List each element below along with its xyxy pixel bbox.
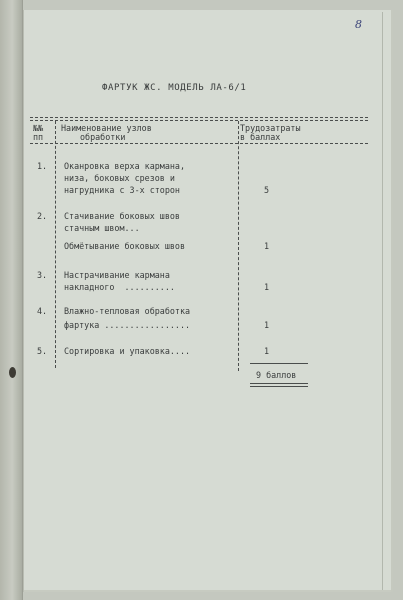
column-divider-2 (238, 121, 239, 371)
binding-strip (0, 0, 23, 600)
header-operation-1: Наименование узлов (61, 123, 152, 133)
row-2-number: 2. (37, 211, 48, 221)
row-1-line-1: Оканровка верха кармана, (64, 161, 186, 171)
total-underline (250, 383, 308, 384)
table-header-rule (30, 143, 368, 144)
row-2b-line-1: Обмётывание боковых швов (64, 241, 186, 251)
row-1-line-3: нагрудника с 3-х сторон (64, 185, 180, 195)
sum-rule (250, 363, 308, 364)
row-1-line-2: низа, боковых срезов и (64, 173, 175, 183)
total-score: 9 баллов (256, 370, 297, 380)
row-2b-labor: 1 (264, 241, 270, 251)
sheet-edge (382, 12, 383, 590)
page-number: 8 (355, 18, 362, 31)
table-top-rule (30, 117, 368, 118)
row-1-labor: 5 (264, 185, 270, 195)
row-3-line-2: накладного .......... (64, 282, 175, 292)
row-5-line-1: Сортировка и упаковка.... (64, 346, 191, 356)
row-4-labor: 1 (264, 320, 270, 330)
column-divider-1 (55, 121, 56, 368)
document-title: ФАРТУК ЖС. МОДЕЛЬ ЛА-6/1 (102, 83, 247, 93)
header-operation-2: обработки (80, 132, 126, 142)
row-4-number: 4. (37, 306, 48, 316)
row-4-line-1: Влажно-тепловая обработка (64, 306, 191, 316)
row-5-number: 5. (37, 346, 48, 356)
header-number-2: пп (33, 132, 44, 142)
row-3-labor: 1 (264, 282, 270, 292)
header-number-1: №№ (33, 123, 44, 133)
total-underline-2 (250, 386, 308, 387)
document-sheet (23, 10, 393, 592)
row-1-number: 1. (37, 161, 48, 171)
row-2-line-1: Стачивание боковых швов (64, 211, 180, 221)
row-2-line-2: стачным швом... (64, 223, 140, 233)
header-labor-1: Трудозатраты (240, 123, 301, 133)
header-labor-2: в баллах (240, 132, 281, 142)
row-4-line-2: фартука ................. (64, 320, 191, 330)
table-top-rule-2 (30, 120, 368, 121)
row-5-labor: 1 (264, 346, 270, 356)
row-3-number: 3. (37, 270, 48, 280)
row-3-line-1: Настрачивание кармана (64, 270, 170, 280)
punch-hole (9, 367, 16, 378)
